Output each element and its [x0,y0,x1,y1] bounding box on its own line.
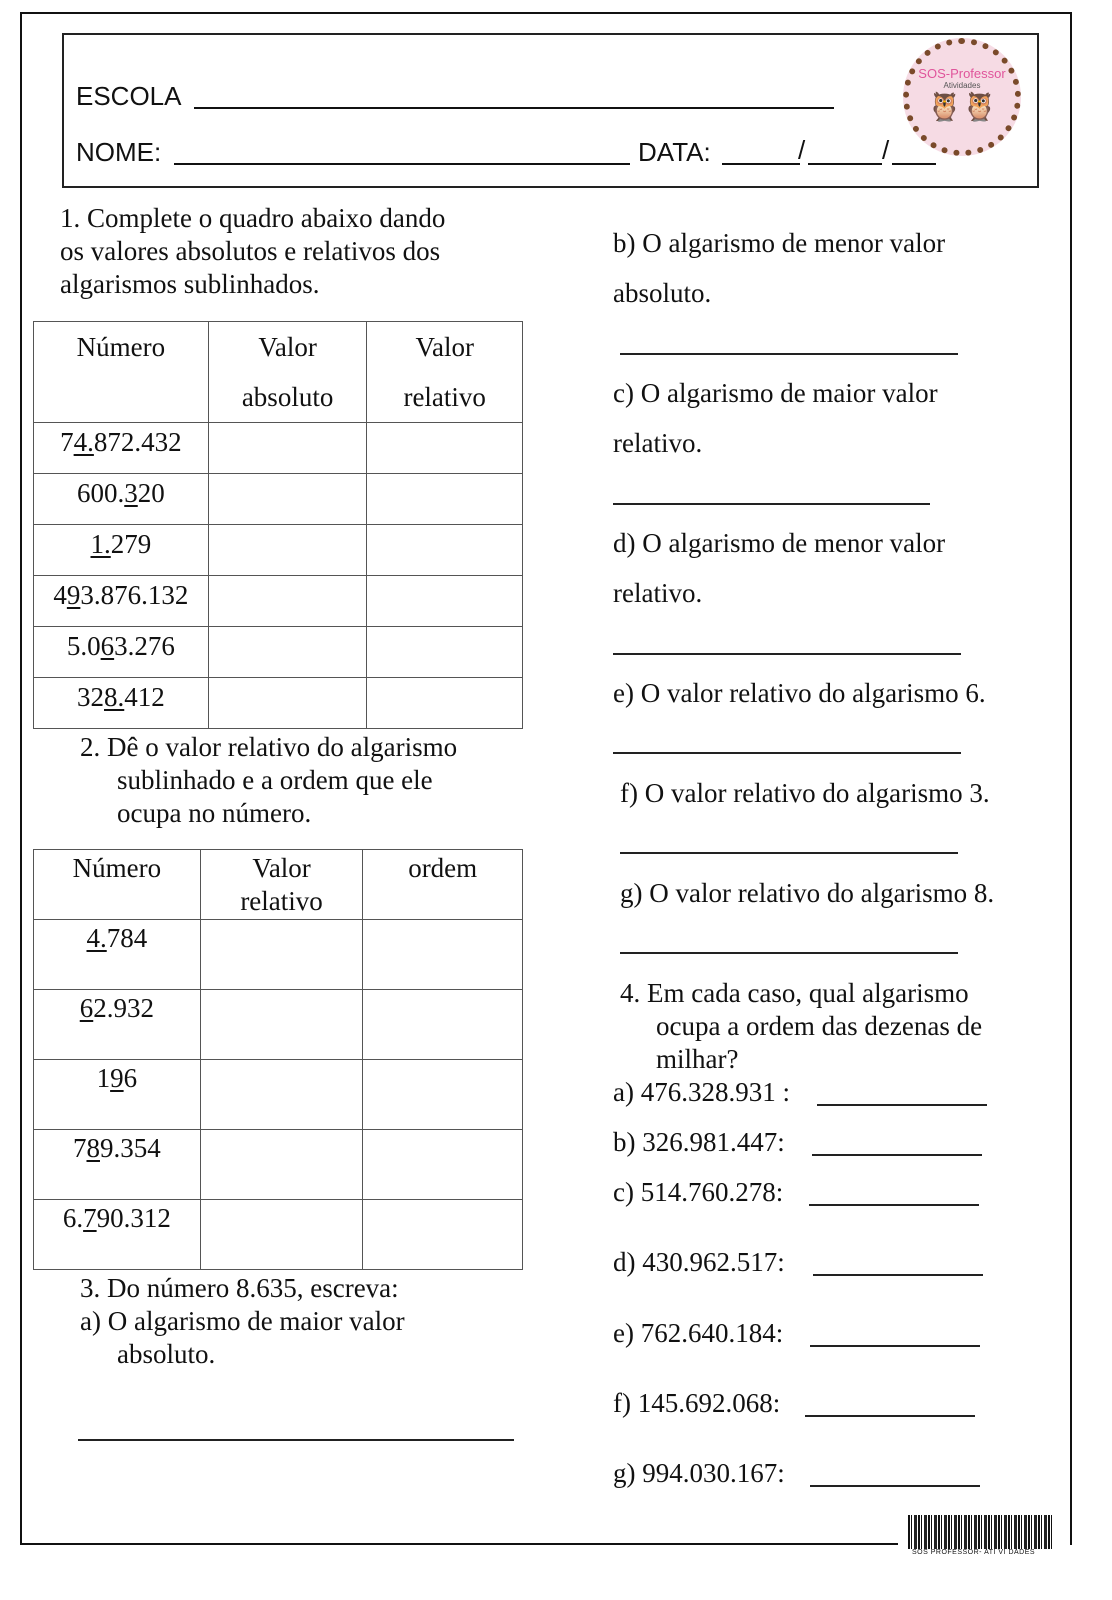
owls-icon: 🦉🦉 [927,91,997,122]
number-cell: 600.320 [34,474,209,525]
q3g-answer-line[interactable] [620,952,958,954]
q4-item: f) 145.692.068: [613,1388,781,1418]
number-cell: 196 [34,1060,201,1130]
q4-answer-line[interactable] [810,1485,980,1487]
table-row [34,1060,523,1130]
q3b-text: absoluto. [613,278,712,308]
table-row [34,678,523,729]
q2-line: sublinhado e a ordem que ele [117,765,433,795]
q4-item: d) 430.962.517: [613,1247,785,1277]
q4-line: ocupa a ordem das dezenas de [656,1011,983,1041]
q1-line: 1. Complete o quadro abaixo dando [60,203,446,233]
valor-relativo-cell[interactable] [367,678,523,729]
q3c-text: relativo. [613,428,703,458]
logo-text: SOS-Professor [918,66,1006,81]
underlined-digit: 6 [79,993,94,1023]
valor-absoluto-cell[interactable] [208,423,367,474]
q2-line: 2. Dê o valor relativo do algarismo [80,732,458,762]
q2-table [33,849,523,1270]
table-row [34,990,523,1060]
valor-relativo-cell[interactable] [367,474,523,525]
q3a-text: absoluto. [117,1339,216,1369]
valor-absoluto-cell[interactable] [208,627,367,678]
barcode-icon [908,1515,1053,1549]
valor-relativo-cell[interactable] [367,525,523,576]
valor-relativo-cell[interactable] [200,1060,363,1130]
underlined-digit: 8. [104,682,125,712]
q4-answer-line[interactable] [813,1274,983,1276]
date-day-field[interactable] [722,163,800,165]
q4-item: c) 514.760.278: [613,1177,784,1207]
table-row [34,627,523,678]
date-year-field[interactable] [892,163,936,165]
q3f-text: f) O valor relativo do algarismo 3. [620,778,990,808]
number-cell: 5.063.276 [34,627,209,678]
table-row [34,423,523,474]
underlined-digit: 3 [124,478,138,508]
valor-relativo-cell[interactable] [367,627,523,678]
header-numero: Número [34,322,209,423]
underlined-digit: 4. [86,923,107,953]
q1-table [33,321,523,729]
page-frame-bottom [20,1543,898,1545]
name-label: NOME: [76,137,162,167]
q3c-text: c) O algarismo de maior valor [613,378,938,408]
number-cell: 74.872.432 [34,423,209,474]
header-valor-relativo: Valor relativo [367,322,523,423]
q4-answer-line[interactable] [810,1345,980,1347]
table-row [34,576,523,627]
header-numero: Número [34,850,201,920]
valor-relativo-cell[interactable] [200,1130,363,1200]
school-label: ESCOLA [76,81,182,111]
barcode-text: SOS PROFESSOR- ATI VI DADES [912,1549,1036,1556]
q4-answer-line[interactable] [817,1104,987,1106]
underlined-digit: 9 [110,1063,124,1093]
sos-professor-logo [903,38,1021,156]
valor-absoluto-cell[interactable] [208,525,367,576]
valor-absoluto-cell[interactable] [208,474,367,525]
date-separator: / [798,135,806,165]
q4-answer-line[interactable] [805,1415,975,1417]
name-field[interactable] [174,163,630,165]
number-cell: 789.354 [34,1130,201,1200]
q4-item: e) 762.640.184: [613,1318,784,1348]
ordem-cell[interactable] [363,920,523,990]
table-header-row [34,850,523,920]
q4-line: milhar? [656,1044,739,1074]
valor-relativo-cell[interactable] [200,920,363,990]
number-cell: 328.412 [34,678,209,729]
valor-relativo-cell[interactable] [367,423,523,474]
table-row [34,474,523,525]
q4-item: b) 326.981.447: [613,1127,785,1157]
date-month-field[interactable] [808,163,882,165]
q2-line: ocupa no número. [117,798,312,828]
number-cell: 6.790.312 [34,1200,201,1270]
q4-answer-line[interactable] [812,1154,982,1156]
underlined-digit: 6 [100,631,115,661]
table-header-row [34,322,523,423]
number-cell: 4.784 [34,920,201,990]
table-row [34,1130,523,1200]
q3e-text: e) O valor relativo do algarismo 6. [613,678,986,708]
valor-relativo-cell[interactable] [200,1200,363,1270]
logo-subtext: Atividades [943,81,981,90]
header-ordem: ordem [363,850,523,920]
number-cell: 1.279 [34,525,209,576]
q3d-text: d) O algarismo de menor valor [613,528,946,558]
q3f-answer-line[interactable] [620,852,958,854]
q4-answer-line[interactable] [809,1204,979,1206]
q3d-text: relativo. [613,578,703,608]
table-row [34,1200,523,1270]
table-row [34,525,523,576]
q1-line: os valores absolutos e relativos dos [60,236,441,266]
header-box [62,33,1039,188]
q4-item: g) 994.030.167: [613,1458,785,1488]
q3a-text: a) O algarismo de maior valor [80,1306,405,1336]
q1-line: algarismos sublinhados. [60,269,320,299]
underlined-digit: 7 [83,1203,97,1233]
school-field[interactable] [194,107,834,109]
ordem-cell[interactable] [363,1130,523,1200]
q3c-answer-line[interactable] [613,503,930,505]
q4-item: a) 476.328.931 : [613,1077,790,1107]
valor-absoluto-cell[interactable] [208,678,367,729]
underlined-digit: 8 [86,1133,100,1163]
q3g-text: g) O valor relativo do algarismo 8. [620,878,995,908]
table-row [34,920,523,990]
underlined-digit: 9 [66,580,81,610]
ordem-cell[interactable] [363,1200,523,1270]
date-label: DATA: [638,137,711,167]
q3-title: 3. Do número 8.635, escreva: [80,1273,399,1303]
q4-line: 4. Em cada caso, qual algarismo [620,978,969,1008]
number-cell: 493.876.132 [34,576,209,627]
date-separator: / [882,135,890,165]
valor-relativo-cell[interactable] [367,576,523,627]
valor-relativo-cell[interactable] [200,990,363,1060]
valor-absoluto-cell[interactable] [208,576,367,627]
underlined-digit: 4. [73,427,94,457]
q3b-answer-line[interactable] [620,353,958,355]
number-cell: 62.932 [34,990,201,1060]
ordem-cell[interactable] [363,990,523,1060]
q3d-answer-line[interactable] [613,653,961,655]
q3b-text: b) O algarismo de menor valor [613,228,946,258]
ordem-cell[interactable] [363,1060,523,1130]
header-valor-absoluto: Valor absoluto [208,322,367,423]
underlined-digit: 1. [90,529,111,559]
q3e-answer-line[interactable] [613,752,961,754]
header-valor-relativo: Valor relativo [200,850,363,920]
q3a-answer-line[interactable] [78,1439,514,1441]
